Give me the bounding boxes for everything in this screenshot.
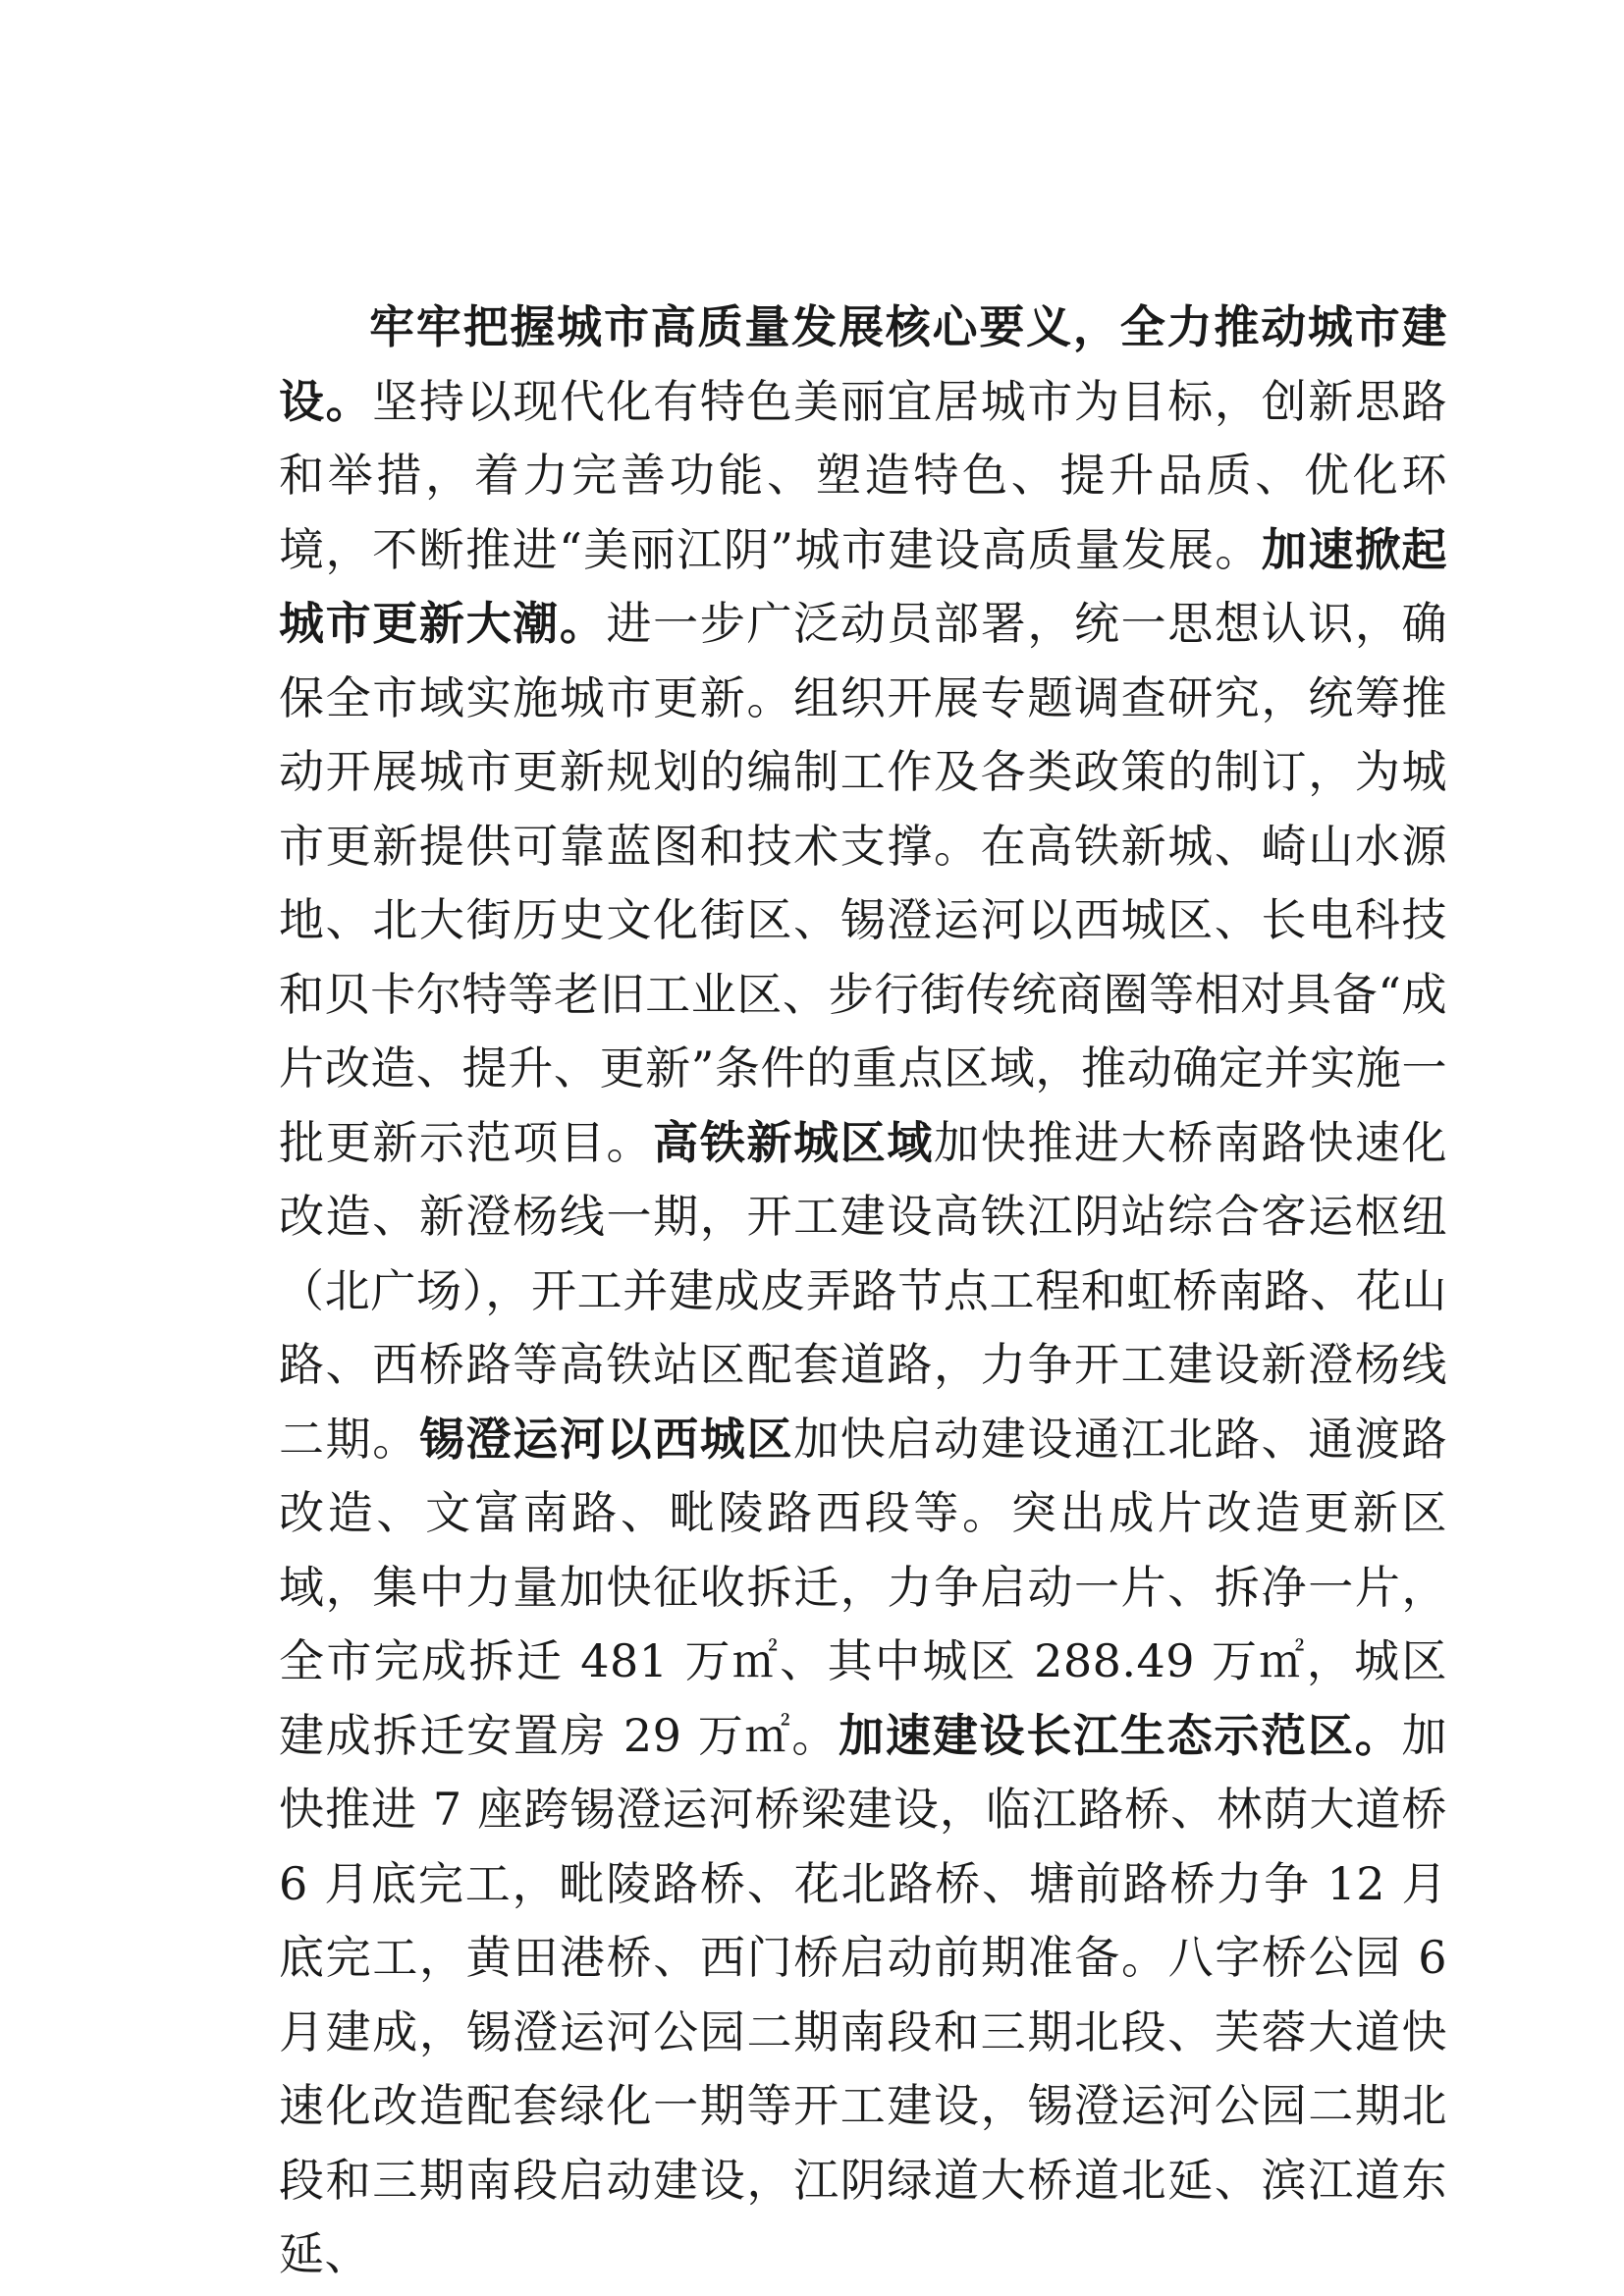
- text-segment-rail-area: 加快推进大桥南路快速化改造、新澄杨线一期，开工建设高铁江阴站综合客运枢纽（北广场），开工并建成皮弄路节点工程和虹桥南路、花山路、西桥路等高铁站区配套道路，力争开工建设新澄杨线二期。: [279, 1115, 1448, 1466]
- body-paragraph: [279, 291, 1447, 2292]
- text-segment-intro: 坚持以现代化有特色美丽宜居城市为目标，创新思路和举措，着力完善功能、塑造特色、提升品质、优化环境，不断推进“美丽江阴”城市建设高质量发展。: [279, 374, 1448, 576]
- heading-yangtze-eco-zone: 加速建设长江生态示范区。: [839, 1708, 1402, 1762]
- text-segment-eco-zone: 加快推进 7 座跨锡澄运河桥梁建设，临江路桥、林荫大道桥 6 月底完工，毗陵路桥、花北路桥、塘前路桥力争 12 月底完工，黄田港桥、西门桥启动前期准备。八字桥公园 6 月建成，锡澄运河公园二期南段和三期北段、芙蓉大道快速化改造配套绿化一期等开工建设，锡澄运河公园二期北段和三期南段启动建设，江阴绿道大桥道北延、滨江道东延、: [279, 1708, 1448, 2280]
- heading-urban-renewal: 加速掀起城市更新大潮。: [279, 522, 1447, 650]
- heading-west-canal-district: 锡澄运河以西城区: [418, 1412, 794, 1466]
- heading-city-development: 牢牢把握城市高质量发展核心要义，全力推动城市建设。: [279, 300, 1447, 428]
- text-segment-renewal: 进一步广泛动员部署，统一思想认识，确保全市域实施城市更新。组织开展专题调查研究，统筹推动开展城市更新规划的编制工作及各类政策的制订，为城市更新提供可靠蓝图和技术支撑。在高铁新城、崎山水源地、北大街历史文化街区、锡澄运河以西城区、长电科技和贝卡尔特等老旧工业区、步行街传统商圈等相对具备“成片改造、提升、更新”条件的重点区域，推动确定并实施一批更新示范项目。: [279, 597, 1448, 1169]
- text-segment-west-district: 加快启动建设通江北路、通渡路改造、文富南路、毗陵路西段等。突出成片改造更新区域，集中力量加快征收拆迁，力争启动一片、拆净一片，全市完成拆迁 481 万㎡、其中城区 288.49 万㎡，城区建成拆迁安置房 29 万㎡。: [279, 1412, 1448, 1762]
- heading-high-speed-rail-area: 高铁新城区域: [653, 1115, 935, 1169]
